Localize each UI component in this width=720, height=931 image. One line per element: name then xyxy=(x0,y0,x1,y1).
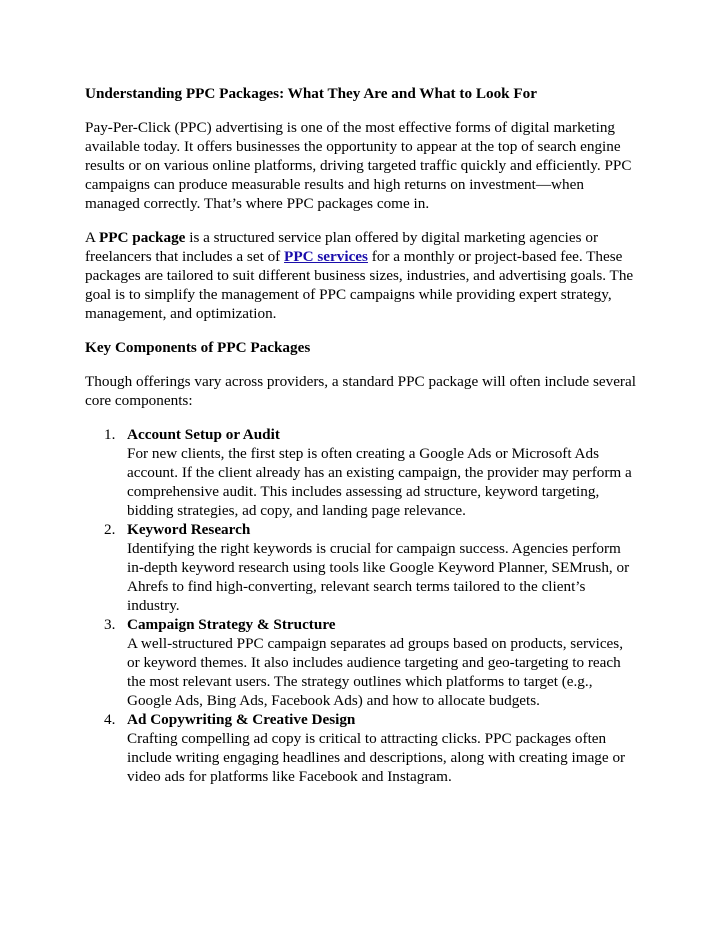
list-item xyxy=(85,425,637,520)
section-heading: Key Components of PPC Packages xyxy=(85,339,311,356)
list-item-number: 2. xyxy=(104,521,116,538)
list-item-number: 4. xyxy=(104,711,116,728)
list-item xyxy=(85,710,637,786)
list-item-description: For new clients, the first step is often creating a Google Ads or Microsoft Ads account. If the client already has an existing campaign, the provider may perform a comprehensive audit. This includes assessing ad structure, keyword targeting, bidding strategies, ad copy, and landing page relevance. xyxy=(127,445,632,519)
document-page xyxy=(85,84,637,786)
components-list xyxy=(85,425,637,786)
list-item-title: Ad Copywriting & Creative Design xyxy=(127,711,356,728)
list-item-description: Crafting compelling ad copy is critical to attracting clicks. PPC packages often include writing engaging headlines and descriptions, along with creating image or video ads for platforms like Facebook and Instagram. xyxy=(127,730,626,785)
list-item-title: Keyword Research xyxy=(127,521,251,538)
definition-tail: for a monthly or project-based fee. These packages are tailored to suit different business sizes, industries, and advertising goals. The goal is to simplify the management of PPC campaigns while providing expert strategy, management, and optimization. xyxy=(85,248,634,322)
ppc-services-link[interactable]: PPC services xyxy=(284,248,368,265)
definition-term: PPC package xyxy=(98,229,186,246)
list-item-title: Campaign Strategy & Structure xyxy=(127,616,336,633)
list-item xyxy=(85,615,637,710)
section-intro-paragraph: Though offerings vary across providers, a standard PPC package will often include several core components: xyxy=(85,373,636,409)
list-item-description: Identifying the right keywords is crucial for campaign success. Agencies perform in-depth keyword research using tools like Google Keyword Planner, SEMrush, or Ahrefs to find high-converting, relevant search terms tailored to the client’s industry. xyxy=(127,540,630,614)
list-item-number: 3. xyxy=(104,616,116,633)
list-item xyxy=(85,520,637,615)
definition-middle: is a structured service plan offered by digital marketing agencies or freelancers that includes a set of xyxy=(85,229,599,265)
list-item-description: A well-structured PPC campaign separates ad groups based on products, services, or keyword themes. It also includes audience targeting and geo-targeting to reach the most relevant users. The strategy outlines which platforms to target (e.g., Google Ads, Bing Ads, Facebook Ads) and how to allocate budgets. xyxy=(127,635,624,709)
list-item-number: 1. xyxy=(104,426,116,443)
intro-paragraph: Pay-Per-Click (PPC) advertising is one of the most effective forms of digital marketing available today. It offers businesses the opportunity to appear at the top of search engine results or on various online platforms, driving targeted traffic quickly and efficiently. PPC campaigns can produce measurable results and high returns on investment—when managed correctly. That’s where PPC packages come in. xyxy=(85,119,632,212)
definition-lead: A xyxy=(85,229,99,246)
list-item-title: Account Setup or Audit xyxy=(127,426,280,443)
definition-paragraph xyxy=(85,228,637,323)
document-title: Understanding PPC Packages: What They Are and What to Look For xyxy=(85,85,538,102)
